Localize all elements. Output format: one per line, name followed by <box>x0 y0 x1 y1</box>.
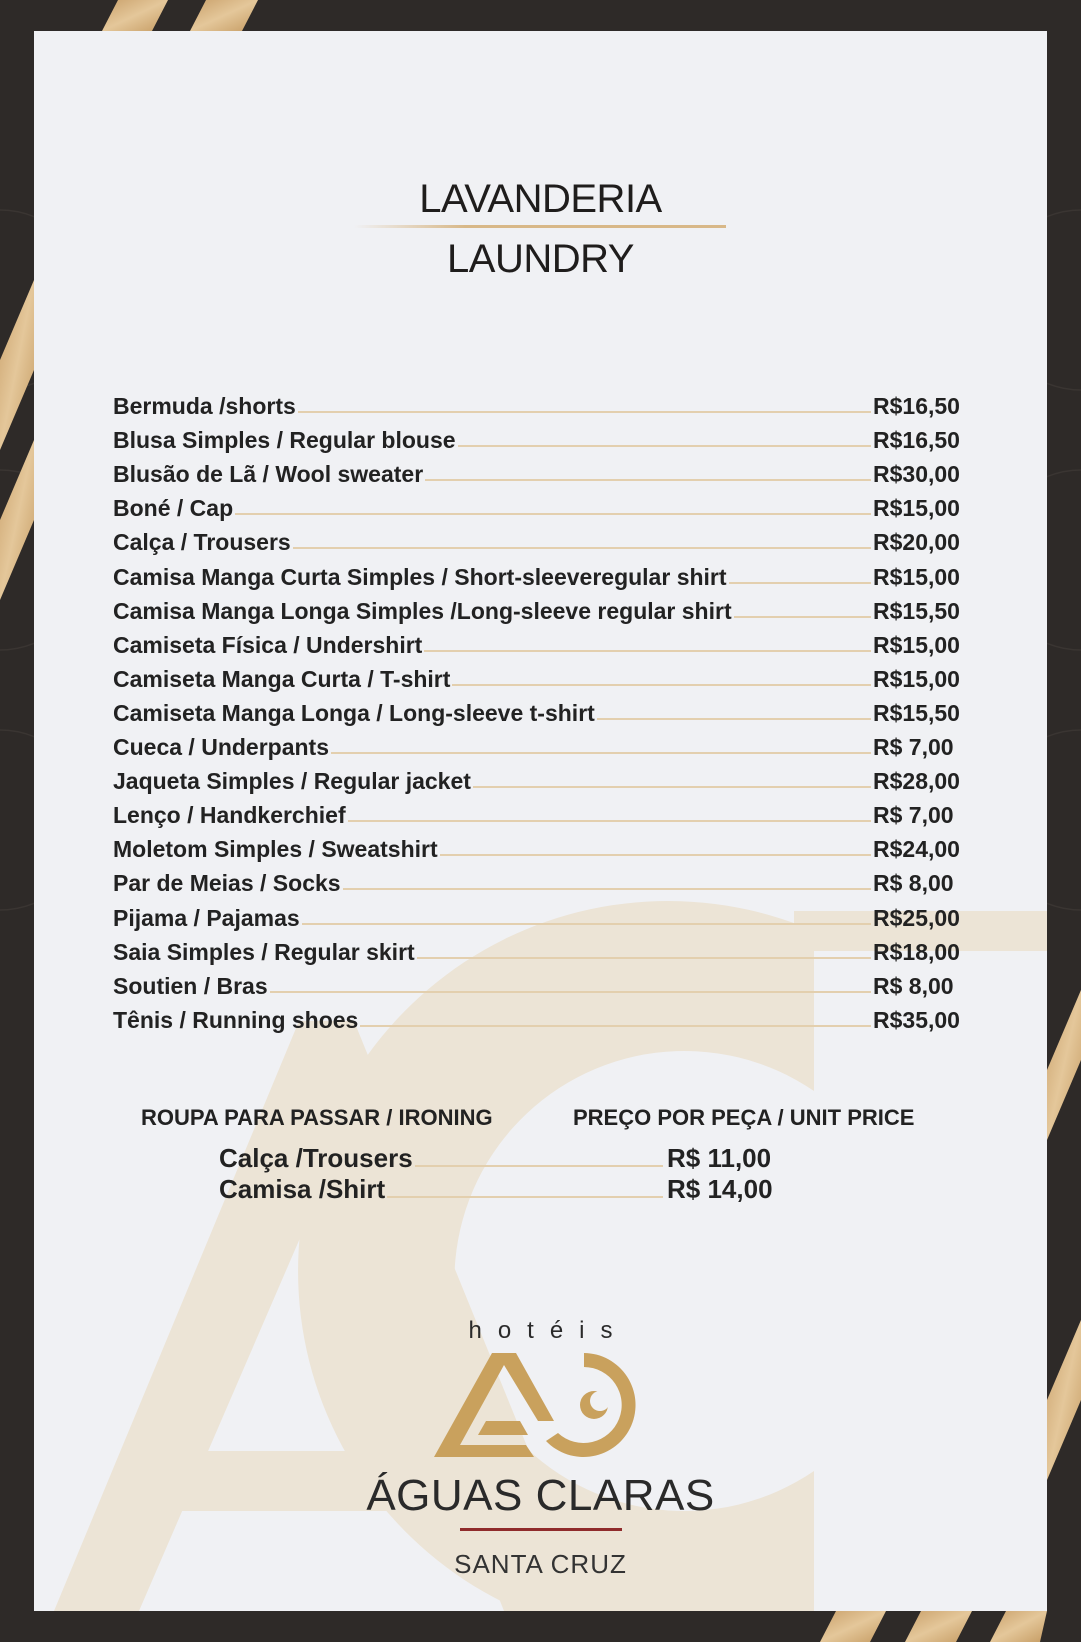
item-price: R$16,50 <box>873 393 960 420</box>
item-price: R$ 8,00 <box>873 972 954 999</box>
item-price: R$30,00 <box>873 461 960 488</box>
item-price: R$16,50 <box>873 427 960 454</box>
menu-card <box>34 31 1047 1611</box>
item-name: Moletom Simples / Sweatshirt <box>113 836 438 863</box>
unit-price-heading: PREÇO POR PEÇA / UNIT PRICE <box>573 1105 915 1130</box>
list-item <box>113 454 973 488</box>
dotted-leader <box>734 616 871 618</box>
brand-name: ÁGUAS CLARAS <box>366 1471 715 1520</box>
item-price: R$ 7,00 <box>873 802 954 829</box>
item-name: Camisa Manga Curta Simples / Short-sleeveregular shirt <box>113 563 727 590</box>
item-name: Pijama / Pajamas <box>113 904 300 931</box>
item-name: Saia Simples / Regular skirt <box>113 938 415 965</box>
dotted-leader <box>298 411 871 413</box>
item-price: R$15,00 <box>873 665 960 692</box>
item-name: Bermuda /shorts <box>113 393 296 420</box>
dotted-leader <box>440 854 871 856</box>
ironing-heading: ROUPA PARA PASSAR / IRONING <box>141 1105 493 1130</box>
item-name: Calça / Trousers <box>113 529 291 556</box>
dotted-leader <box>425 479 871 481</box>
list-item <box>113 591 973 625</box>
brand-divider <box>460 1528 622 1531</box>
list-item <box>113 693 973 727</box>
item-name: Soutien / Bras <box>113 972 268 999</box>
dotted-leader <box>452 684 871 686</box>
item-name: Par de Meias / Socks <box>113 870 341 897</box>
list-item <box>113 625 973 659</box>
item-price: R$18,00 <box>873 938 960 965</box>
item-name: Camiseta Manga Longa / Long-sleeve t-shirt <box>113 699 595 726</box>
page-title-pt: LAVANDERIA <box>419 177 662 221</box>
list-item <box>113 556 973 590</box>
list-item <box>219 1143 779 1174</box>
item-name: Blusão de Lã / Wool sweater <box>113 461 424 488</box>
list-item <box>113 522 973 556</box>
dotted-leader <box>424 650 871 652</box>
item-name: Camisa Manga Longa Simples /Long-sleeve regular shirt <box>113 597 732 624</box>
item-name: Lenço / Handkerchief <box>113 802 346 829</box>
ac-logo-icon <box>434 1349 674 1469</box>
item-price: R$15,00 <box>873 495 960 522</box>
dotted-leader <box>331 752 871 754</box>
item-name: Jaqueta Simples / Regular jacket <box>113 768 471 795</box>
item-price: R$ 14,00 <box>667 1174 773 1204</box>
item-price: R$ 7,00 <box>873 734 954 761</box>
list-item <box>113 897 973 931</box>
list-item <box>113 761 973 795</box>
list-item <box>113 727 973 761</box>
item-price: R$15,50 <box>873 699 960 726</box>
dotted-leader <box>387 1196 663 1198</box>
item-price: R$15,00 <box>873 563 960 590</box>
list-item <box>113 488 973 522</box>
item-name: Camiseta Manga Curta / T-shirt <box>113 665 451 692</box>
list-item <box>219 1174 779 1205</box>
item-price: R$20,00 <box>873 529 960 556</box>
item-price: R$35,00 <box>873 1006 960 1033</box>
dotted-leader <box>348 820 871 822</box>
item-price: R$15,00 <box>873 631 960 658</box>
dotted-leader <box>293 547 871 549</box>
list-item <box>113 420 973 454</box>
item-name: Calça /Trousers <box>219 1143 413 1173</box>
dotted-leader <box>417 957 871 959</box>
dotted-leader <box>473 786 871 788</box>
list-item <box>113 659 973 693</box>
list-item <box>113 829 973 863</box>
title-divider <box>354 225 726 228</box>
item-name: Camiseta Física / Undershirt <box>113 631 423 658</box>
item-price: R$ 11,00 <box>667 1143 772 1173</box>
dotted-leader <box>597 718 871 720</box>
dotted-leader <box>415 1165 663 1167</box>
item-price: R$25,00 <box>873 904 960 931</box>
item-name: Blusa Simples / Regular blouse <box>113 427 456 454</box>
dotted-leader <box>302 923 871 925</box>
item-name: Cueca / Underpants <box>113 734 329 761</box>
laundry-price-list <box>113 386 973 1034</box>
item-price: R$24,00 <box>873 836 960 863</box>
list-item <box>113 932 973 966</box>
list-item <box>113 1000 973 1034</box>
dotted-leader <box>729 582 871 584</box>
dotted-leader <box>458 445 871 447</box>
item-name: Tênis / Running shoes <box>113 1006 359 1033</box>
ironing-price-list <box>219 1143 779 1205</box>
logo-top-text: hotéis <box>468 1317 629 1344</box>
list-item <box>113 863 973 897</box>
item-name: Camisa /Shirt <box>219 1174 386 1204</box>
brand-location: SANTA CRUZ <box>454 1549 627 1579</box>
dotted-leader <box>270 991 871 993</box>
list-item <box>113 386 973 420</box>
dotted-leader <box>343 888 871 890</box>
item-price: R$28,00 <box>873 768 960 795</box>
item-name: Boné / Cap <box>113 495 234 522</box>
dotted-leader <box>235 513 871 515</box>
list-item <box>113 966 973 1000</box>
dotted-leader <box>360 1025 871 1027</box>
item-price: R$ 8,00 <box>873 870 954 897</box>
list-item <box>113 795 973 829</box>
page-title-en: LAUNDRY <box>447 237 634 281</box>
item-price: R$15,50 <box>873 597 960 624</box>
